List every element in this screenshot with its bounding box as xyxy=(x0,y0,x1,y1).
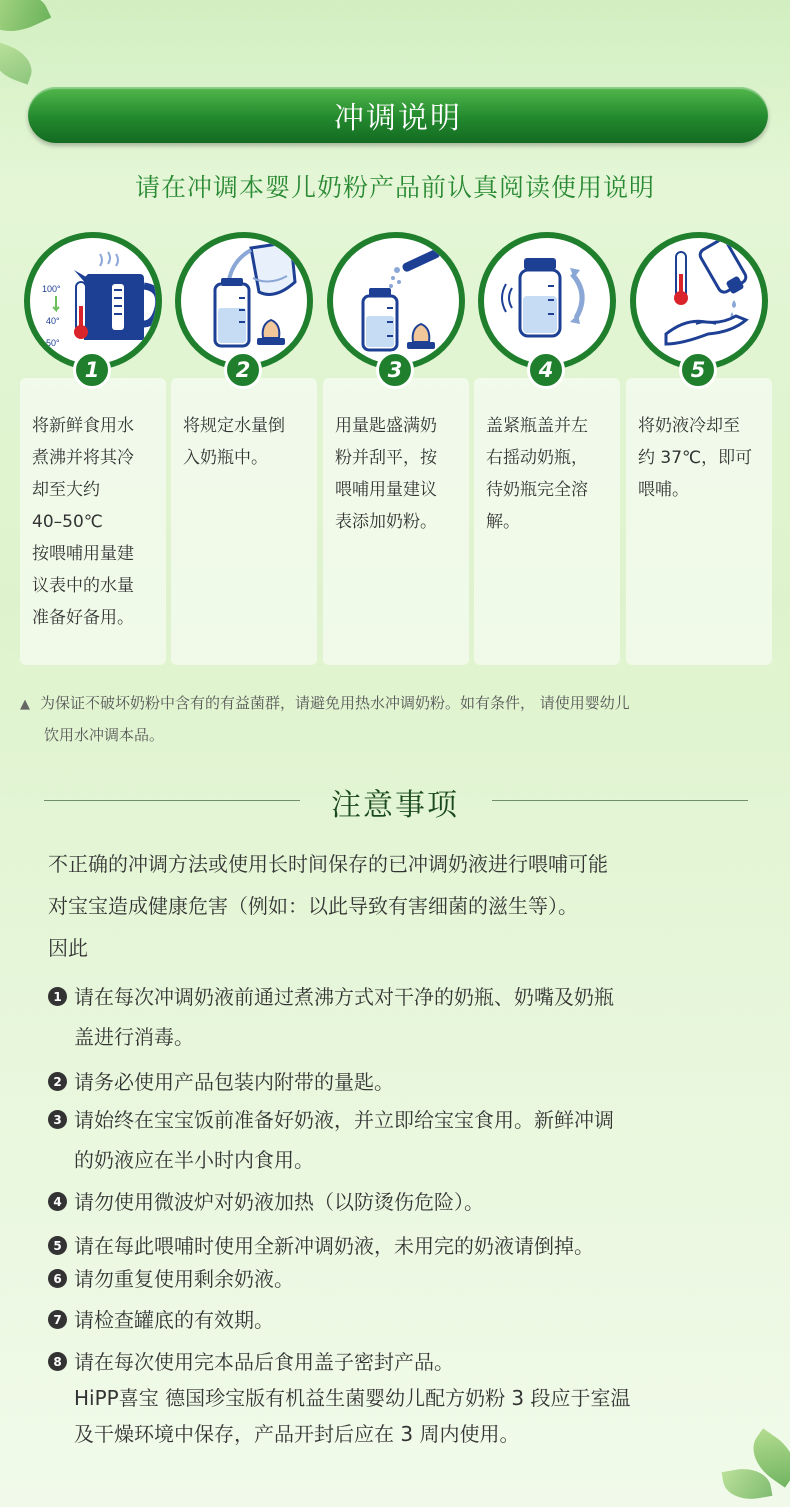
pour-water-bottle-icon xyxy=(175,232,313,370)
item-text: 请勿使用微波炉对奶液加热（以防烫伤危险）。 xyxy=(74,1190,484,1214)
step-text: 盖紧瓶盖并左 右摇动奶瓶， 待奶瓶完全溶 解。 xyxy=(486,416,588,532)
item-text: 请在每次使用完本品后食用盖子密封产品。 xyxy=(74,1350,454,1374)
item-text: 请始终在宝宝饭前准备好奶液，并立即给宝宝食用。新鲜冲调 xyxy=(74,1108,614,1132)
thermo-label: 50° xyxy=(46,338,60,348)
step-text: 用量匙盛满奶 粉并刮平，按 喂哺用量建议 表添加奶粉。 xyxy=(335,416,437,532)
item-text: 盖进行消毒。 xyxy=(74,1025,194,1049)
step-3 xyxy=(323,230,469,668)
item-text: 请勿重复使用剩余奶液。 xyxy=(74,1267,294,1291)
step-number: 5 xyxy=(679,351,717,389)
divider xyxy=(492,800,748,801)
step-number: 3 xyxy=(376,351,414,389)
item-text: 请在每此喂哺时使用全新冲调奶液，未用完的奶液请倒掉。 xyxy=(74,1234,594,1258)
list-item xyxy=(48,1062,768,1102)
steps-row xyxy=(20,230,772,668)
step-1 xyxy=(20,230,166,668)
step-2 xyxy=(171,230,317,668)
item-text: HiPP喜宝 德国珍宝版有机益生菌婴幼儿配方奶粉 3 段应于室温 xyxy=(74,1386,631,1410)
number-badge: 2 xyxy=(48,1072,67,1091)
step-text: 将奶液冷却至 约 37℃，即可 喂哺。 xyxy=(638,416,753,500)
item-text: 请务必使用产品包装内附带的量匙。 xyxy=(74,1070,394,1094)
number-badge: 6 xyxy=(48,1269,67,1288)
note-line: 为保证不破坏奶粉中含有的有益菌群，请避免用热水冲调奶粉。如有条件， 请使用婴幼儿 xyxy=(40,694,630,712)
divider xyxy=(44,800,300,801)
number-badge: 8 xyxy=(48,1352,67,1371)
leaf-decoration xyxy=(0,41,38,84)
number-badge: 1 xyxy=(48,987,67,1006)
number-badge: 7 xyxy=(48,1310,67,1329)
intro-line: 不正确的冲调方法或使用长时间保存的已冲调奶液进行喂哺可能 xyxy=(48,852,608,876)
step-number: 4 xyxy=(527,351,565,389)
number-badge: 4 xyxy=(48,1192,67,1211)
list-item xyxy=(48,1182,768,1222)
list-item xyxy=(48,1344,768,1452)
section-title-row xyxy=(0,778,790,822)
leaf-decoration xyxy=(0,0,51,43)
note-line: 饮用水冲调本品。 xyxy=(44,726,165,744)
section-title: 注意事项 xyxy=(331,788,459,823)
intro-line: 对宝宝造成健康危害（例如：以此导致有害细菌的滋生等）。 xyxy=(48,894,578,918)
item-text: 的奶液应在半小时内食用。 xyxy=(74,1148,314,1172)
intro-line: 因此 xyxy=(48,936,88,960)
list-item xyxy=(48,1259,768,1299)
step-5 xyxy=(626,230,772,668)
step-number: 1 xyxy=(73,351,111,389)
warning-note xyxy=(20,688,770,750)
scoop-powder-bottle-icon xyxy=(327,232,465,370)
step-text: 将新鲜食用水 煮沸并将其冷 却至大约 40–50℃ 按喂哺用量建 议表中的水量 准备好备用。 xyxy=(32,416,134,628)
step-number: 2 xyxy=(224,351,262,389)
subtitle: 请在冲调本婴儿奶粉产品前认真阅读使用说明 xyxy=(134,173,655,202)
item-text: 请检查罐底的有效期。 xyxy=(74,1308,274,1332)
shake-bottle-icon xyxy=(478,232,616,370)
thermo-label: 100° xyxy=(42,284,61,294)
step-4 xyxy=(474,230,620,668)
kettle-thermometer-icon xyxy=(24,232,162,370)
banner-title: 冲调说明 xyxy=(28,87,768,143)
triangle-icon: ▲ xyxy=(20,697,30,712)
list-item xyxy=(48,1300,768,1340)
step-text: 将规定水量倒 入奶瓶中。 xyxy=(183,416,285,468)
thermo-label: 40° xyxy=(46,316,60,326)
number-badge: 3 xyxy=(48,1110,67,1129)
number-badge: 5 xyxy=(48,1236,67,1255)
item-text: 请在每次冲调奶液前通过煮沸方式对干净的奶瓶、奶嘴及奶瓶 xyxy=(74,985,614,1009)
list-item xyxy=(48,1100,768,1180)
item-text: 及干燥环境中保存，产品开封后应在 3 周内使用。 xyxy=(74,1422,520,1446)
cool-test-wrist-icon xyxy=(630,232,768,370)
list-item xyxy=(48,977,768,1057)
intro-paragraph xyxy=(48,843,758,969)
